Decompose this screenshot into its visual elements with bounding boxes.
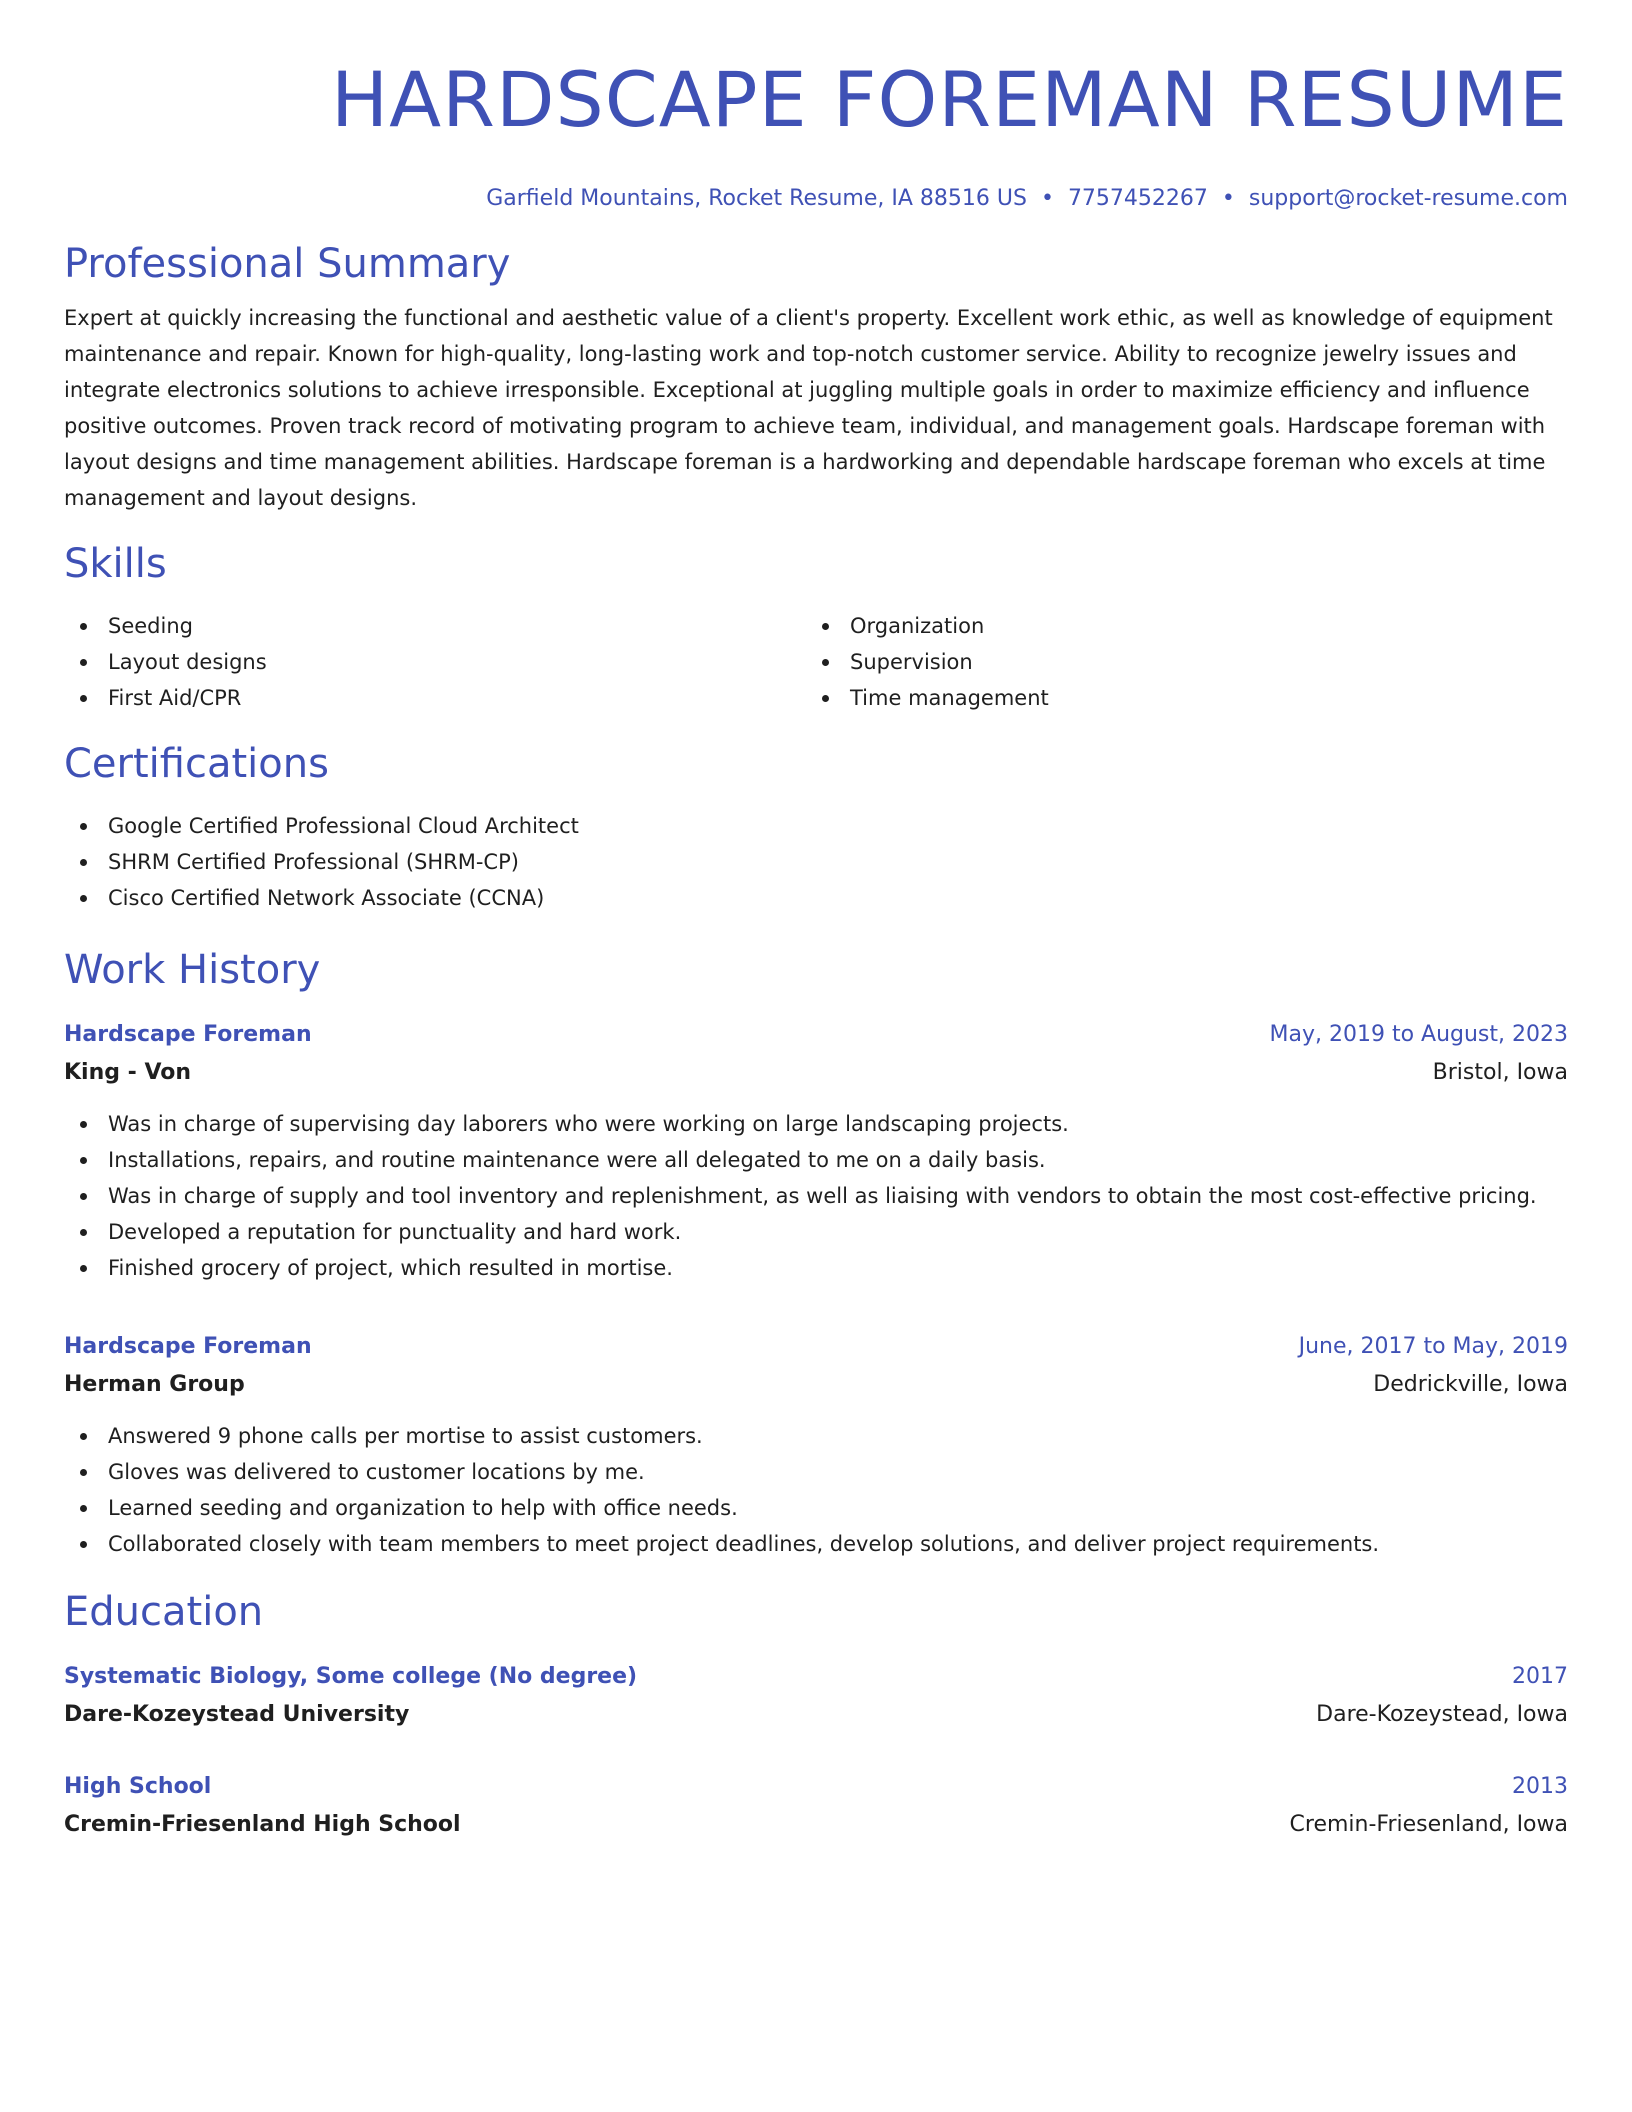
- job-bullet-list: [64, 1418, 1568, 1562]
- contact-separator: •: [1040, 186, 1054, 211]
- education-degree: Systematic Biology, Some college (No degree): [64, 1664, 638, 1689]
- contact-address: Garfield Mountains, Rocket Resume, IA 88516 US: [486, 186, 1027, 211]
- resume-page: [64, 0, 1568, 1844]
- job-bullet: Gloves was delivered to customer locations by me.: [64, 1454, 1568, 1490]
- contact-separator: •: [1221, 186, 1235, 211]
- summary-section: [64, 240, 1568, 516]
- skills-heading: Skills: [64, 541, 167, 587]
- certification-item: Google Certified Professional Cloud Architect: [64, 808, 1568, 844]
- contact-line: [64, 184, 1568, 214]
- summary-text: Expert at quickly increasing the functional and aesthetic value of a client's property. Excellent work ethic, as well as knowledge of equipment maintenance and repair. Known for high-quality, long-lasting work and top-notch customer service. Ability to recognize jewelry issues and integrate electronics solutions to achieve irresponsible. Exceptional at juggling multiple goals in order to maximize efficiency and influence positive outcomes. Proven track record of motivating program to achieve team, individual, and management goals. Hardscape foreman with layout designs and time management abilities. Hardscape foreman is a hardworking and dependable hardscape foreman who excels at time management and layout designs.: [64, 306, 1553, 510]
- contact-phone: 7757452267: [1067, 186, 1208, 211]
- certification-item: Cisco Certified Network Associate (CCNA): [64, 880, 1568, 916]
- job-bullet: Answered 9 phone calls per mortise to assist customers.: [64, 1418, 1568, 1454]
- education-header-row: [64, 1658, 1568, 1696]
- skill-item: Time management: [806, 680, 1548, 716]
- job-bullet: Was in charge of supervising day laborers who were working on large landscaping projects.: [64, 1106, 1568, 1142]
- education-school: Cremin-Friesenland High School: [64, 1812, 461, 1837]
- education-school: Dare-Kozeystead University: [64, 1702, 410, 1727]
- education-year: 2013: [1512, 1774, 1568, 1799]
- education-year: 2017: [1512, 1664, 1568, 1689]
- job-company-row: [64, 1366, 1568, 1404]
- job-entry: [64, 1328, 1568, 1562]
- job-dates: June, 2017 to May, 2019: [1298, 1334, 1568, 1359]
- job-bullet: Developed a reputation for punctuality and hard work.: [64, 1214, 1568, 1250]
- job-bullet: Finished grocery of project, which resulted in mortise.: [64, 1250, 1568, 1286]
- job-dates: May, 2019 to August, 2023: [1269, 1022, 1568, 1047]
- job-bullet: Installations, repairs, and routine maintenance were all delegated to me on a daily basis.: [64, 1142, 1568, 1178]
- education-school-row: [64, 1696, 1568, 1734]
- skills-list-left: [64, 608, 806, 716]
- education-section: [64, 1588, 1568, 1844]
- job-location: Dedrickville, Iowa: [1373, 1372, 1568, 1397]
- job-header-row: [64, 1328, 1568, 1366]
- job-company: Herman Group: [64, 1372, 245, 1397]
- work-history-section: [64, 946, 1568, 1562]
- job-header-row: [64, 1016, 1568, 1054]
- education-entry: [64, 1658, 1568, 1734]
- skills-columns: [64, 608, 1568, 716]
- education-heading: Education: [64, 1589, 264, 1635]
- job-bullet-list: [64, 1106, 1568, 1286]
- job-entry: [64, 1016, 1568, 1286]
- resume-title: HARDSCAPE FOREMAN RESUME: [331, 55, 1568, 144]
- skill-item: Supervision: [806, 644, 1548, 680]
- job-role: Hardscape Foreman: [64, 1022, 312, 1047]
- job-company: King - Von: [64, 1060, 192, 1085]
- job-bullet: Collaborated closely with team members to meet project deadlines, develop solutions, and deliver project requirements.: [64, 1526, 1568, 1562]
- work-history-heading: Work History: [64, 947, 321, 993]
- skill-item: Organization: [806, 608, 1548, 644]
- certifications-section: [64, 740, 1568, 916]
- job-role: Hardscape Foreman: [64, 1334, 312, 1359]
- education-location: Cremin-Friesenland, Iowa: [1289, 1812, 1568, 1837]
- skill-item: First Aid/CPR: [64, 680, 806, 716]
- education-location: Dare-Kozeystead, Iowa: [1316, 1702, 1568, 1727]
- skills-section: [64, 540, 1568, 716]
- education-header-row: [64, 1768, 1568, 1806]
- certification-item: SHRM Certified Professional (SHRM-CP): [64, 844, 1568, 880]
- skills-list-right: [806, 608, 1548, 716]
- certifications-list: [64, 808, 1568, 916]
- skill-item: Layout designs: [64, 644, 806, 680]
- education-entry: [64, 1768, 1568, 1844]
- summary-heading: Professional Summary: [64, 241, 511, 287]
- contact-email[interactable]: support@rocket-resume.com: [1248, 186, 1568, 211]
- job-bullet: Was in charge of supply and tool inventory and replenishment, as well as liaising with vendors to obtain the most cost-effective pricing.: [64, 1178, 1568, 1214]
- job-company-row: [64, 1054, 1568, 1092]
- education-school-row: [64, 1806, 1568, 1844]
- job-location: Bristol, Iowa: [1432, 1060, 1568, 1085]
- job-bullet: Learned seeding and organization to help with office needs.: [64, 1490, 1568, 1526]
- skill-item: Seeding: [64, 608, 806, 644]
- certifications-heading: Certifications: [64, 741, 329, 787]
- education-degree: High School: [64, 1774, 212, 1799]
